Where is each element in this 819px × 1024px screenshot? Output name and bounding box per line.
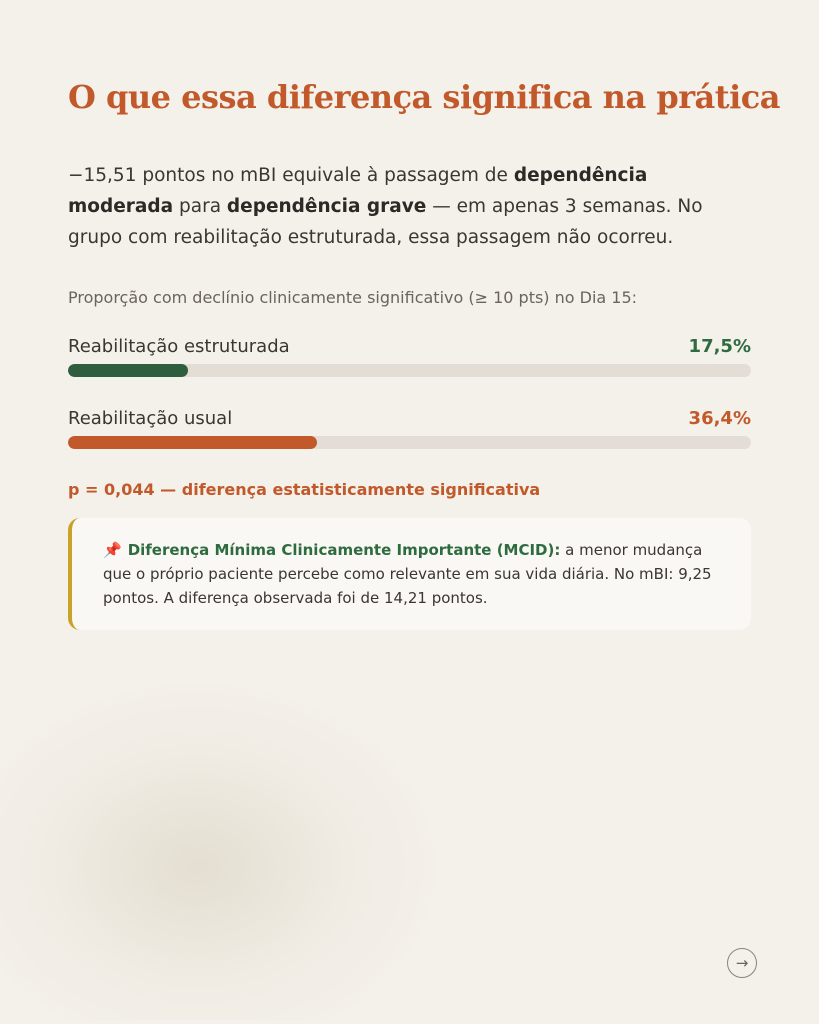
bar-value: 36,4%	[688, 408, 751, 429]
intro-text-1: −15,51 pontos no mBI equivale à passagem de	[68, 165, 514, 186]
intro-text-3: — em apenas 3 semanas. No grupo com reabilitação estruturada, essa passagem não ocorreu.	[68, 196, 703, 248]
arrow-right-icon: →	[735, 953, 749, 972]
next-button[interactable]	[727, 948, 757, 978]
bar-fill	[68, 436, 317, 449]
intro-bold-moderate: dependência moderada	[68, 165, 648, 217]
intro-paragraph	[68, 160, 758, 253]
pushpin-icon: 📌	[103, 541, 122, 559]
mcid-note-card	[68, 518, 751, 630]
bar-label: Reabilitação estruturada	[68, 336, 290, 357]
intro-bold-severe: dependência grave	[226, 196, 427, 217]
bar-value: 17,5%	[688, 336, 751, 357]
background-glow	[0, 680, 440, 1020]
proportion-label: Proporção com declínio clinicamente significativo (≥ 10 pts) no Dia 15:	[68, 288, 638, 307]
bar-fill	[68, 364, 188, 377]
bar-track	[68, 364, 751, 377]
mcid-definition: a menor mudança que o próprio paciente percebe como relevante em sua vida diária. No mBI: 9,25 pontos. A diferença observada foi de 14,21 pontos.	[103, 541, 712, 607]
mcid-term: Diferença Mínima Clinicamente Importante (MCID):	[127, 541, 561, 559]
bar-track	[68, 436, 751, 449]
bar-label: Reabilitação usual	[68, 408, 233, 429]
page-title: O que essa diferença significa na prática	[68, 78, 780, 116]
p-value-text: p = 0,044 — diferença estatisticamente significativa	[68, 480, 541, 499]
intro-text-2: para	[173, 196, 227, 217]
